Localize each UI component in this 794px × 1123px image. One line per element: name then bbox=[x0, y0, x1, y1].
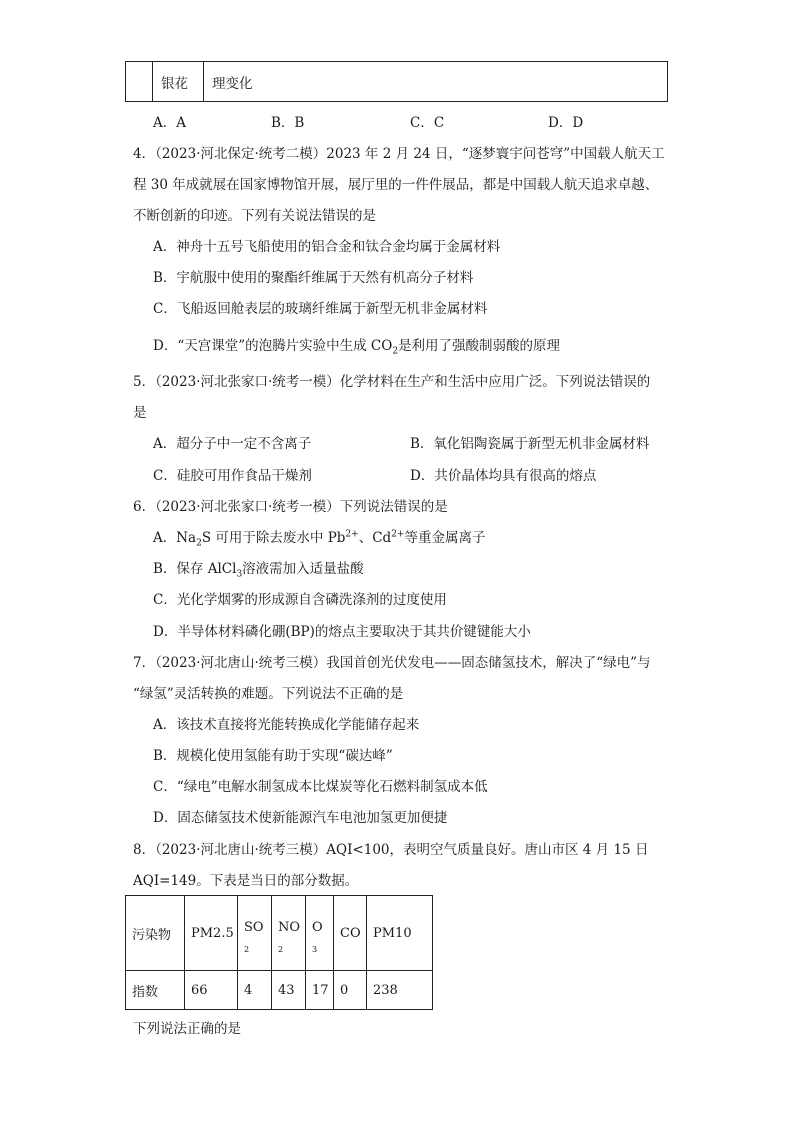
table-cell: 66 bbox=[185, 971, 238, 1010]
option-b: B．规模化使用氢能有助于实现“碳达峰” bbox=[153, 748, 393, 764]
table-header-cell: CO bbox=[334, 896, 367, 971]
table-cell: 4 bbox=[238, 971, 272, 1010]
question-8-stem: AQI=149。下表是当日的部分数据。 bbox=[133, 873, 359, 889]
option-a: A．$Na_2S$ 可用于除去废水中 $Pb^{2+}$、$Cd^{2+}$等重金属离子 bbox=[153, 529, 486, 549]
option-d: D．固态储氢技术使新能源汽车电池加氢更加便捷 bbox=[153, 810, 448, 826]
question-4-stem: 程 30 年成就展在国家博物馆开展，展厅里的一件件展品，都是中国载人航天追求卓越、 bbox=[133, 177, 659, 193]
question-7-stem: “绿氢”灵活转换的难题。下列说法不正确的是 bbox=[133, 686, 404, 702]
option-b: B．保存 AlCl$_3$溶液需加入适量盐酸 bbox=[153, 561, 364, 580]
option-b: B．氧化铝陶瓷属于新型无机非金属材料 bbox=[410, 436, 650, 452]
option-c: C．C bbox=[410, 115, 445, 131]
table-row bbox=[126, 971, 433, 1010]
question-5-stem: 是 bbox=[133, 405, 147, 421]
question-4-stem: 4．（2023·河北保定·统考二模）2023 年 2 月 24 日，“逐梦寰宇问苍穹”中国载人航天工 bbox=[133, 146, 665, 162]
table-cell: 43 bbox=[272, 971, 306, 1010]
table-cell: 理变化 bbox=[204, 62, 668, 102]
table-header-cell: SO 2 bbox=[238, 896, 272, 971]
table-cell: 17 bbox=[306, 971, 334, 1010]
option-a: A．神舟十五号飞船使用的铝合金和钛合金均属于金属材料 bbox=[153, 239, 501, 255]
option-d: D．共价晶体均具有很高的熔点 bbox=[410, 468, 597, 484]
aqi-table bbox=[125, 895, 433, 1010]
option-d: D．半导体材料磷化硼(BP)的熔点主要取决于其共价键键能大小 bbox=[153, 624, 531, 640]
table-header-cell: PM10 bbox=[367, 896, 433, 971]
option-c: C．光化学烟雾的形成源自含磷洗涤剂的过度使用 bbox=[153, 592, 447, 608]
question-8-stem: 8．（2023·河北唐山·统考三模）AQI<100，表明空气质量良好。唐山市区 4 月 15 日 bbox=[133, 842, 649, 858]
option-a: A．A bbox=[153, 115, 186, 131]
question-8-prompt: 下列说法正确的是 bbox=[133, 1021, 241, 1037]
option-d: D．“天宫课堂”的泡腾片实验中生成 $CO_2$是利用了强酸制弱酸的原理 bbox=[153, 338, 561, 357]
option-a: A．超分子中一定不含离子 bbox=[153, 436, 312, 452]
table-cell: 0 bbox=[334, 971, 367, 1010]
question-4-stem: 不断创新的印迹。下列有关说法错误的是 bbox=[133, 208, 376, 224]
question-6-stem: 6．（2023·河北张家口·统考一模）下列说法错误的是 bbox=[133, 499, 448, 515]
table-header-cell: O 3 bbox=[306, 896, 334, 971]
option-b: B．B bbox=[271, 115, 305, 131]
continuation-table bbox=[125, 61, 668, 102]
table-header-cell: PM2.5 bbox=[185, 896, 238, 971]
option-c: C．硅胶可用作食品干燥剂 bbox=[153, 468, 312, 484]
table-header-cell: 污染物 bbox=[126, 896, 185, 971]
option-d: D．D bbox=[548, 115, 584, 131]
option-c: C．飞船返回舱表层的玻璃纤维属于新型无机非金属材料 bbox=[153, 301, 488, 317]
table-cell: 指数 bbox=[126, 971, 185, 1010]
table-cell: 238 bbox=[367, 971, 433, 1010]
option-b: B．宇航服中使用的聚酯纤维属于天然有机高分子材料 bbox=[153, 270, 474, 286]
table-cell-blank bbox=[126, 62, 153, 102]
question-5-stem: 5．（2023·河北张家口·统考一模）化学材料在生产和生活中应用广泛。下列说法错误的 bbox=[133, 374, 651, 390]
table-header-row bbox=[126, 896, 433, 971]
option-a: A．该技术直接将光能转换成化学能储存起来 bbox=[153, 717, 420, 733]
table-cell: 银花 bbox=[153, 62, 204, 102]
option-c: C．“绿电”电解水制氢成本比煤炭等化石燃料制氢成本低 bbox=[153, 779, 488, 795]
table-header-cell: NO 2 bbox=[272, 896, 306, 971]
question-7-stem: 7．（2023·河北唐山·统考三模）我国首创光伏发电——固态储氢技术，解决了“绿电”与 bbox=[133, 655, 651, 671]
